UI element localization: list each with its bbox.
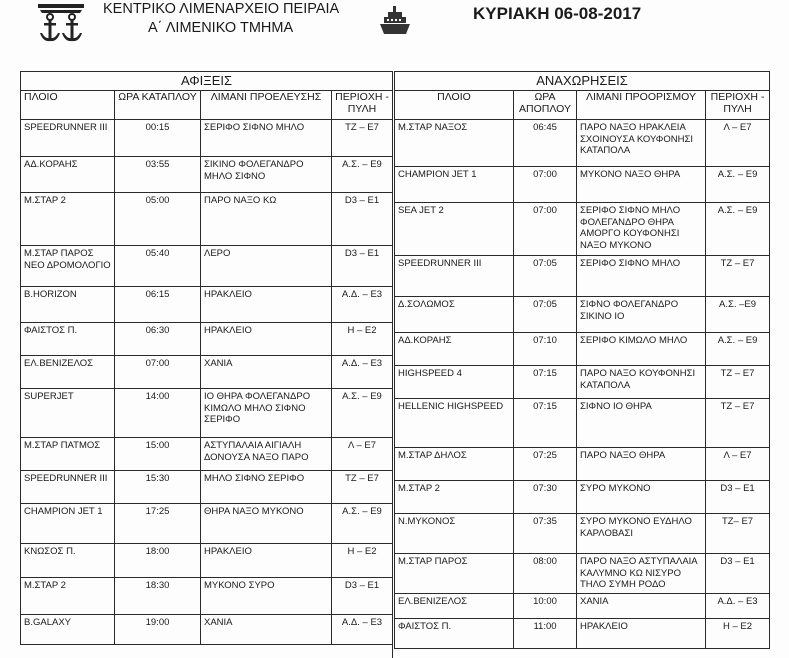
port-cell: ΜΗΛΟ ΣΙΦΝΟ ΣΕΡΙΦΟ <box>201 471 332 504</box>
gate-cell: ΤΖ – Ε7 <box>332 120 393 157</box>
column-header: ΠΛΟΙΟ <box>21 91 115 120</box>
table-row <box>395 481 770 514</box>
ship-emblem-icon <box>378 4 412 38</box>
gate-cell: Α.Σ. – Ε9 <box>332 389 393 438</box>
table-row <box>21 389 393 438</box>
time-cell: 18:00 <box>115 544 201 578</box>
ship-cell: SPEEDRUNNER III <box>395 256 514 297</box>
gate-cell: ΤΖ – Ε7 <box>706 399 770 448</box>
port-cell: ΣΕΡΙΦΟ ΣΙΦΝΟ ΜΗΛΟ <box>577 256 706 297</box>
gate-cell: Α.Σ. – Ε9 <box>332 157 393 193</box>
time-cell: 08:00 <box>514 554 577 594</box>
gate-cell: Α.Σ. – Ε9 <box>332 504 393 544</box>
time-cell: 07:00 <box>115 356 201 389</box>
ship-cell: ΚΝΩΣΟΣ Π. <box>21 544 115 578</box>
port-cell: ΜΥΚΟΝΟ ΣΥΡΟ <box>201 578 332 615</box>
table-row <box>395 366 770 399</box>
gate-cell: Α.Δ. – Ε3 <box>332 287 393 323</box>
arrivals-title: ΑΦΙΞΕΙΣ <box>21 72 393 91</box>
time-cell: 07:35 <box>514 514 577 554</box>
table-row <box>21 438 393 471</box>
table-row <box>21 120 393 157</box>
port-cell: ΣΙΦΝΟ ΦΟΛΕΓΑΝΔΡΟ ΣΙΚΙΝΟ ΙΟ <box>577 297 706 333</box>
gate-cell: Α.Σ. – Ε9 <box>706 333 770 366</box>
time-cell: 18:30 <box>115 578 201 615</box>
ship-cell: Μ.ΣΤΑΡ 2 <box>21 193 115 246</box>
column-header: ΠΕΡΙΟΧΗ - ΠΥΛΗ <box>706 91 770 120</box>
time-cell: 15:00 <box>115 438 201 471</box>
port-cell: ΣΥΡΟ ΜΥΚΟΝΟ ΕΥΔΗΛΟ ΚΑΡΛΟΒΑΣΙ <box>577 514 706 554</box>
time-cell: 07:00 <box>514 167 577 203</box>
ship-cell: SUPERJET <box>21 389 115 438</box>
time-cell: 07:00 <box>514 203 577 256</box>
time-cell: 07:10 <box>514 333 577 366</box>
port-cell: ΗΡΑΚΛΕΙΟ <box>201 287 332 323</box>
table-row <box>395 167 770 203</box>
port-cell: ΣΕΡΙΦΟ ΣΙΦΝΟ ΜΗΛΟ <box>201 120 332 157</box>
time-cell: 05:00 <box>115 193 201 246</box>
table-row <box>21 544 393 578</box>
ship-cell: SPEEDRUNNER III <box>21 471 115 504</box>
port-cell: ΣΙΚΙΝΟ ΦΟΛΕΓΑΝΔΡΟ ΜΗΛΟ ΣΙΦΝΟ <box>201 157 332 193</box>
port-cell: ΜΥΚΟΝΟ ΝΑΞΟ ΘΗΡΑ <box>577 167 706 203</box>
table-row <box>21 323 393 356</box>
port-cell: ΧΑΝΙΑ <box>201 615 332 645</box>
port-cell: ΗΡΑΚΛΕΙΟ <box>577 618 706 648</box>
time-cell: 19:00 <box>115 615 201 645</box>
column-header: ΩΡΑ ΚΑΤΑΠΛΟΥ <box>115 91 201 120</box>
table-row <box>395 514 770 554</box>
ship-cell: SPEEDRUNNER III <box>21 120 115 157</box>
ship-cell: ΦΑΙΣΤΟΣ Π. <box>21 323 115 356</box>
table-row <box>395 333 770 366</box>
port-authority-anchors-logo <box>30 2 92 42</box>
table-row <box>21 578 393 615</box>
gate-cell: Α.Σ. – Ε9 <box>706 203 770 256</box>
port-cell: ΛΕΡΟ <box>201 246 332 287</box>
column-header: ΩΡΑ ΑΠΟΠΛΟΥ <box>514 91 577 120</box>
arrivals-table <box>20 71 393 645</box>
gate-cell: Α.Σ. – Ε9 <box>706 167 770 203</box>
time-cell: 07:05 <box>514 256 577 297</box>
ship-cell: HIGHSPEED 4 <box>395 366 514 399</box>
port-cell: ΗΡΑΚΛΕΙΟ <box>201 544 332 578</box>
ship-cell: B.GALAXY <box>21 615 115 645</box>
arrivals-header-row <box>21 91 393 120</box>
table-row <box>21 471 393 504</box>
time-cell: 03:55 <box>115 157 201 193</box>
gate-cell: Η – Ε2 <box>332 323 393 356</box>
table-row <box>21 246 393 287</box>
column-header: ΠΕΡΙΟΧΗ - ΠΥΛΗ <box>332 91 393 120</box>
table-row <box>395 120 770 167</box>
time-cell: 00:15 <box>115 120 201 157</box>
port-cell: ΧΑΝΙΑ <box>201 356 332 389</box>
time-cell: 14:00 <box>115 389 201 438</box>
header-authority-name: ΚΕΝΤΡΙΚΟ ΛΙΜΕΝΑΡΧΕΙΟ ΠΕΙΡΑΙΑ <box>103 1 340 17</box>
time-cell: 10:00 <box>514 593 577 618</box>
time-cell: 06:45 <box>514 120 577 167</box>
table-row <box>395 448 770 481</box>
ship-cell: HELLENIC HIGHSPEED <box>395 399 514 448</box>
ship-cell: Δ.ΣΟΛΩΜΟΣ <box>395 297 514 333</box>
table-row <box>21 356 393 389</box>
time-cell: 06:15 <box>115 287 201 323</box>
ship-cell: ΦΑΙΣΤΟΣ Π. <box>395 618 514 648</box>
gate-cell: Λ – Ε7 <box>706 448 770 481</box>
ship-cell: Μ.ΣΤΑΡ 2 <box>21 578 115 615</box>
table-row <box>395 593 770 618</box>
gate-cell: D3 – Ε1 <box>332 578 393 615</box>
table-row <box>21 193 393 246</box>
ship-cell: Μ.ΣΤΑΡ ΝΑΞΟΣ <box>395 120 514 167</box>
gate-cell: D3 – Ε1 <box>332 246 393 287</box>
column-header: ΛΙΜΑΝΙ ΠΡΟΟΡΙΣΜΟΥ <box>577 91 706 120</box>
gate-cell: Λ – Ε7 <box>706 120 770 167</box>
gate-cell: ΤΖ – Ε7 <box>706 256 770 297</box>
gate-cell: D3 – Ε1 <box>706 554 770 594</box>
ship-cell: Μ.ΣΤΑΡ ΠΑΡΟΣ <box>395 554 514 594</box>
port-cell: ΘΗΡΑ ΝΑΞΟ ΜΥΚΟΝΟ <box>201 504 332 544</box>
ship-cell: Μ.ΣΤΑΡ ΠΑΡΟΣ ΝΕΟ ΔΡΟΜΟΛΟΓΙΟ <box>21 246 115 287</box>
time-cell: 07:30 <box>514 481 577 514</box>
gate-cell: Η – Ε2 <box>706 618 770 648</box>
departures-title: ΑΝΑΧΩΡΗΣΕΙΣ <box>395 72 770 91</box>
ship-cell: ΕΛ.ΒΕΝΙΖΕΛΟΣ <box>21 356 115 389</box>
ship-cell: CHAMPION JET 1 <box>21 504 115 544</box>
port-cell: ΣΙΦΝΟ ΙΟ ΘΗΡΑ <box>577 399 706 448</box>
time-cell: 07:15 <box>514 399 577 448</box>
header-date: ΚΥΡΙΑΚΗ 06-08-2017 <box>473 4 642 23</box>
ship-cell: ΑΔ.ΚΟΡΑΗΣ <box>395 333 514 366</box>
ship-cell: ΑΔ.ΚΟΡΑΗΣ <box>21 157 115 193</box>
table-row <box>395 554 770 594</box>
ship-cell: SEA JET 2 <box>395 203 514 256</box>
table-row <box>21 157 393 193</box>
ship-cell: CHAMPION JET 1 <box>395 167 514 203</box>
time-cell: 07:15 <box>514 366 577 399</box>
table-row <box>21 287 393 323</box>
port-cell: ΗΡΑΚΛΕΙΟ <box>201 323 332 356</box>
gate-cell: ΤΖ– Ε7 <box>706 514 770 554</box>
header-department: Α΄ ΛΙΜΕΝΙΚΟ ΤΜΗΜΑ <box>148 20 294 36</box>
ship-cell: Μ.ΣΤΑΡ ΔΗΛΟΣ <box>395 448 514 481</box>
ship-cell: Μ.ΣΤΑΡ 2 <box>395 481 514 514</box>
time-cell: 17:25 <box>115 504 201 544</box>
ship-cell: B.HORIZON <box>21 287 115 323</box>
table-row <box>395 203 770 256</box>
time-cell: 07:25 <box>514 448 577 481</box>
port-cell: ΠΑΡΟ ΝΑΞΟ ΑΣΤΥΠΑΛΑΙΑ ΚΑΛΥΜΝΟ ΚΩ ΝΙΣΥΡΟ ΤΗΛΟ ΣΥΜΗ ΡΟΔΟ <box>577 554 706 594</box>
gate-cell: D3 – Ε1 <box>706 481 770 514</box>
gate-cell: Η – Ε2 <box>332 544 393 578</box>
time-cell: 06:30 <box>115 323 201 356</box>
port-cell: ΑΣΤΥΠΑΛΑΙΑ ΑΙΓΙΑΛΗ ΔΟΝΟΥΣΑ ΝΑΞΟ ΠΑΡΟ <box>201 438 332 471</box>
gate-cell: Α.Δ. – Ε3 <box>706 593 770 618</box>
port-cell: ΠΑΡΟ ΝΑΞΟ ΚΟΥΦΟΝΗΣΙ ΚΑΤΑΠΟΛΑ <box>577 366 706 399</box>
port-cell: ΣΕΡΙΦΟ ΣΙΦΝΟ ΜΗΛΟ ΦΟΛΕΓΑΝΔΡΟ ΘΗΡΑ ΑΜΟΡΓΟ ΚΟΥΦΟΝΗΣΙ ΝΑΞΟ ΜΥΚΟΝΟ <box>577 203 706 256</box>
arrivals-rows <box>21 120 393 645</box>
port-cell: ΠΑΡΟ ΝΑΞΟ ΚΩ <box>201 193 332 246</box>
gate-cell: ΤΖ – Ε7 <box>332 471 393 504</box>
departures-table <box>394 71 770 649</box>
port-cell: ΙΟ ΘΗΡΑ ΦΟΛΕΓΑΝΔΡΟ ΚΙΜΩΛΟ ΜΗΛΟ ΣΙΦΝΟ ΣΕΡΙΦΟ <box>201 389 332 438</box>
table-row <box>395 297 770 333</box>
ship-cell: Ν.ΜΥΚΟΝΟΣ <box>395 514 514 554</box>
table-row <box>21 615 393 645</box>
table-row <box>395 399 770 448</box>
port-cell: ΠΑΡΟ ΝΑΞΟ ΘΗΡΑ <box>577 448 706 481</box>
port-cell: ΣΥΡΟ ΜΥΚΟΝΟ <box>577 481 706 514</box>
gate-cell: D3 – Ε1 <box>332 193 393 246</box>
gate-cell: Α.Σ. –Ε9 <box>706 297 770 333</box>
table-row <box>395 256 770 297</box>
gate-cell: Α.Δ. – Ε3 <box>332 615 393 645</box>
column-header: ΠΛΟΙΟ <box>395 91 514 120</box>
time-cell: 07:05 <box>514 297 577 333</box>
gate-cell: Α.Δ. – Ε3 <box>332 356 393 389</box>
ship-cell: ΕΛ.ΒΕΝΙΖΕΛΟΣ <box>395 593 514 618</box>
table-row <box>395 618 770 648</box>
departures-rows <box>395 120 770 649</box>
gate-cell: ΤΖ – Ε7 <box>706 366 770 399</box>
port-cell: ΧΑΝΙΑ <box>577 593 706 618</box>
time-cell: 11:00 <box>514 618 577 648</box>
table-row <box>21 504 393 544</box>
port-cell: ΠΑΡΟ ΝΑΞΟ ΗΡΑΚΛΕΙΑ ΣΧΟΙΝΟΥΣΑ ΚΟΥΦΟΝΗΣΙ ΚΑΤΑΠΟΛΑ <box>577 120 706 167</box>
ship-cell: Μ.ΣΤΑΡ ΠΑΤΜΟΣ <box>21 438 115 471</box>
departures-header-row <box>395 91 770 120</box>
port-cell: ΣΕΡΙΦΟ ΚΙΜΩΛΟ ΜΗΛΟ <box>577 333 706 366</box>
time-cell: 05:40 <box>115 246 201 287</box>
gate-cell: Λ – Ε7 <box>332 438 393 471</box>
column-header: ΛΙΜΑΝΙ ΠΡΟΕΛΕΥΣΗΣ <box>201 91 332 120</box>
time-cell: 15:30 <box>115 471 201 504</box>
